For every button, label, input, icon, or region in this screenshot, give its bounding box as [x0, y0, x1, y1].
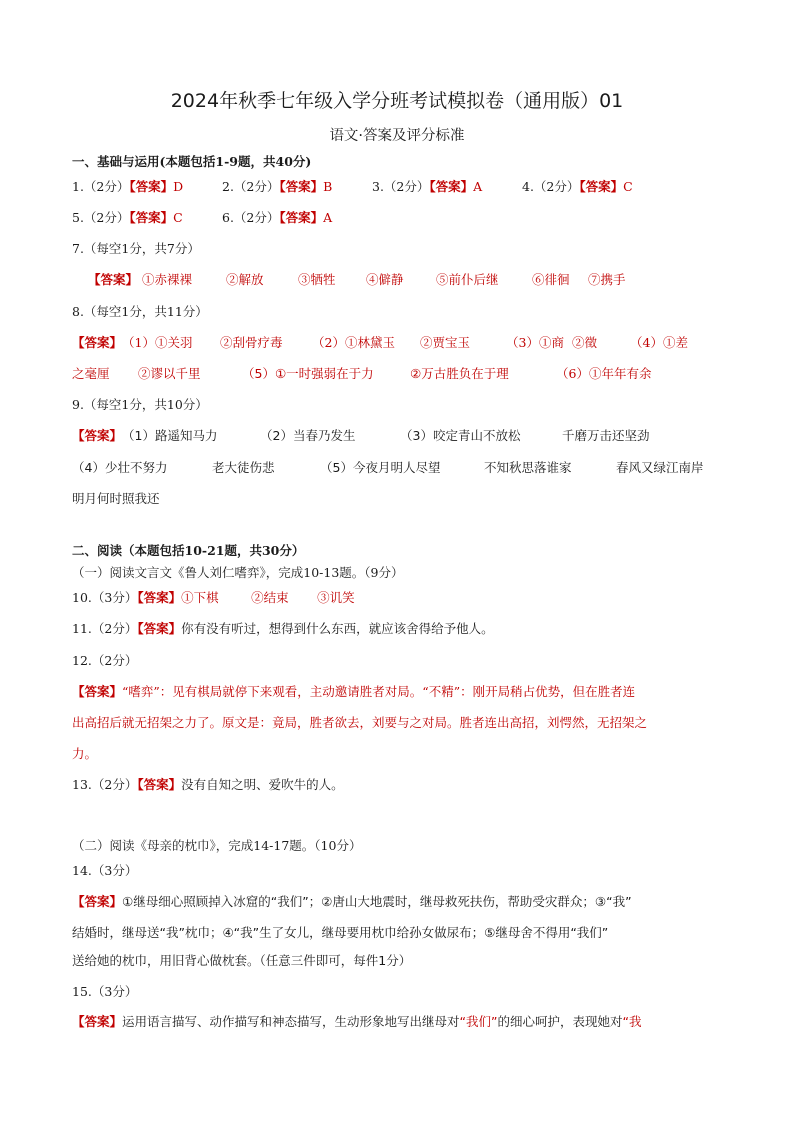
q5-value: C — [173, 210, 183, 225]
q14-text: ①继母细心照顾掉入冰窟的“我们”；②唐山大地震时，继母救死扶伤，帮助受灾群众；③“我” — [122, 894, 632, 909]
q8-item: ②万古胜负在于理 — [410, 366, 509, 381]
answer-tag: 【答案】 — [88, 272, 139, 287]
q9-item: （3）咬定青山不放松 — [400, 428, 521, 443]
q6-value: A — [323, 210, 333, 225]
q13-value: 没有自知之明、爱吹牛的人。 — [181, 777, 344, 792]
q8-item: （4）①差 — [630, 335, 688, 350]
q10-item: ②结束 — [251, 590, 289, 605]
answer-tag: 【答案】 — [429, 179, 474, 194]
q3-prefix: 3.（2分） — [372, 179, 430, 194]
q7-item: ④僻静 — [366, 272, 404, 287]
q1-answer — [72, 178, 222, 196]
q5-prefix: 5.（2分） — [72, 210, 130, 225]
q10-answer — [72, 589, 732, 607]
answer-tag: 【答案】 — [137, 777, 182, 792]
q8-item: ②贾宝玉 — [420, 335, 471, 350]
answer-tag: 【答案】 — [72, 1014, 123, 1029]
q8-answer-line-2 — [72, 365, 732, 383]
q12-prefix: 12.（2分） — [72, 653, 138, 668]
q12-text: “嗜弈”：见有棋局就停下来观看，主动邀请胜者对局。“不精”：刚开局稍占优势，但在胜者连 — [122, 684, 636, 699]
q6-answer — [222, 209, 332, 227]
q9-item: （4）少壮不努力 — [72, 460, 168, 475]
section-2-heading: 二、阅读（本题包括10-21题，共30分） — [72, 543, 305, 558]
q15-prefix: 15.（3分） — [72, 984, 138, 999]
q5-answer — [72, 209, 222, 227]
answer-tag: 【答案】 — [137, 621, 182, 636]
page-title: 2024年秋季七年级入学分班考试模拟卷（通用版）01 — [170, 90, 624, 112]
q7-item: ①赤裸裸 — [142, 272, 193, 287]
reading-part-2-heading: （二）阅读《母亲的枕巾》，完成14-17题。（10分） — [72, 838, 362, 853]
q8-answer-line-1 — [72, 334, 732, 352]
q2-answer — [222, 178, 372, 196]
answer-tag: 【答案】 — [72, 335, 123, 350]
answer-tag: 【答案】 — [137, 590, 182, 605]
page-subtitle: 语文·答案及评分标准 — [329, 128, 465, 144]
q3-value: A — [473, 179, 483, 194]
answer-tag: 【答案】 — [129, 179, 174, 194]
q8-item: ②谬以千里 — [138, 366, 201, 381]
q11-prefix: 11.（2分） — [72, 621, 138, 636]
q4-answer — [522, 178, 633, 196]
q15-quote: “我们” — [459, 1014, 498, 1029]
q8-prefix: 8.（每空1分，共11分） — [72, 304, 208, 319]
q8-item: 之毫厘 — [72, 366, 110, 381]
q15-text: 的细心呵护，表现她对 — [497, 1014, 623, 1029]
q10-item: ①下棋 — [181, 590, 219, 605]
q12-answer-line-3: 力。 — [72, 746, 98, 761]
q1-prefix: 1.（2分） — [72, 179, 130, 194]
q9-item: 老大徒伤悲 — [212, 460, 275, 475]
q8-item: （2）①林黛玉 — [312, 335, 395, 350]
q14-answer-line-2: 结婚时，继母送“我”枕巾；④“我”生了女儿，继母要用枕巾给孙女做尿布；⑤继母舍不得用“我们” — [72, 925, 609, 940]
q10-item: ③讥笑 — [317, 590, 355, 605]
answer-tag: 【答案】 — [129, 210, 174, 225]
q11-value: 你有没有听过，想得到什么东西，就应该舍得给予他人。 — [181, 621, 494, 636]
q11-answer — [72, 620, 732, 638]
q9-item: 不知秋思落谁家 — [484, 460, 572, 475]
q9-answer-line-1 — [72, 427, 732, 445]
q7-prefix: 7.（每空1分，共7分） — [72, 241, 200, 256]
q7-item: ③牺牲 — [298, 272, 336, 287]
q9-prefix: 9.（每空1分，共10分） — [72, 397, 208, 412]
q12-answer-line-1 — [72, 683, 732, 701]
q2-value: B — [323, 179, 333, 194]
q14-prefix: 14.（3分） — [72, 863, 138, 878]
q15-quote: “我 — [622, 1014, 642, 1029]
answer-tag: 【答案】 — [72, 684, 123, 699]
section-1-heading: 一、基础与运用(本题包括1-9题，共40分) — [72, 154, 312, 169]
q8-item: （6）①年年有余 — [556, 366, 652, 381]
q3-answer — [372, 178, 522, 196]
q9-item: 千磨万击还坚劲 — [562, 428, 650, 443]
q2-prefix: 2.（2分） — [222, 179, 280, 194]
q8-item: （1）①关羽 — [122, 335, 193, 350]
q8-item: （5）①一时强弱在于力 — [242, 366, 374, 381]
q6-prefix: 6.（2分） — [222, 210, 280, 225]
q9-item: （1）路遥知马力 — [122, 428, 218, 443]
q7-item: ⑤前仆后继 — [436, 272, 499, 287]
q7-item: ⑥徘徊 — [532, 272, 570, 287]
q13-answer — [72, 776, 732, 794]
answer-row-1 — [72, 178, 732, 196]
q8-item: ②徵 — [572, 335, 598, 350]
answer-tag: 【答案】 — [279, 210, 324, 225]
q15-answer-line-1 — [72, 1013, 732, 1031]
reading-part-1-heading: （一）阅读文言文《鲁人刘仁嗜弈》，完成10-13题。（9分） — [72, 565, 404, 580]
q7-item: ⑦携手 — [588, 272, 626, 287]
q15-text: 运用语言描写、动作描写和神态描写，生动形象地写出继母对 — [122, 1014, 460, 1029]
q8-item: （3）①商 — [506, 335, 564, 350]
q8-item: ②刮骨疗毒 — [220, 335, 283, 350]
q12-answer-line-2: 出高招后就无招架之力了。原文是：竟局，胜者欲去，刘要与之对局。胜者连出高招，刘愕然，无招架之 — [72, 715, 648, 730]
q14-answer-line-1 — [72, 893, 732, 911]
q10-prefix: 10.（3分） — [72, 590, 138, 605]
answer-tag: 【答案】 — [72, 428, 123, 443]
q1-value: D — [173, 179, 184, 194]
answer-row-2 — [72, 209, 732, 227]
q9-item: （2）当春乃发生 — [260, 428, 356, 443]
answer-tag: 【答案】 — [279, 179, 324, 194]
q4-prefix: 4.（2分） — [522, 179, 580, 194]
q7-item: ②解放 — [226, 272, 264, 287]
q4-value: C — [623, 179, 633, 194]
q9-item: （5）今夜月明人尽望 — [320, 460, 441, 475]
answer-tag: 【答案】 — [579, 179, 624, 194]
q14-answer-line-3: 送给她的枕巾，用旧背心做枕套。（任意三件即可，每件1分） — [72, 953, 412, 968]
q9-answer-line-3: 明月何时照我还 — [72, 491, 160, 506]
q13-prefix: 13.（2分） — [72, 777, 138, 792]
q9-item: 春风又绿江南岸 — [616, 460, 704, 475]
q7-answer — [88, 271, 732, 289]
answer-tag: 【答案】 — [72, 894, 123, 909]
q9-answer-line-2 — [72, 459, 732, 477]
